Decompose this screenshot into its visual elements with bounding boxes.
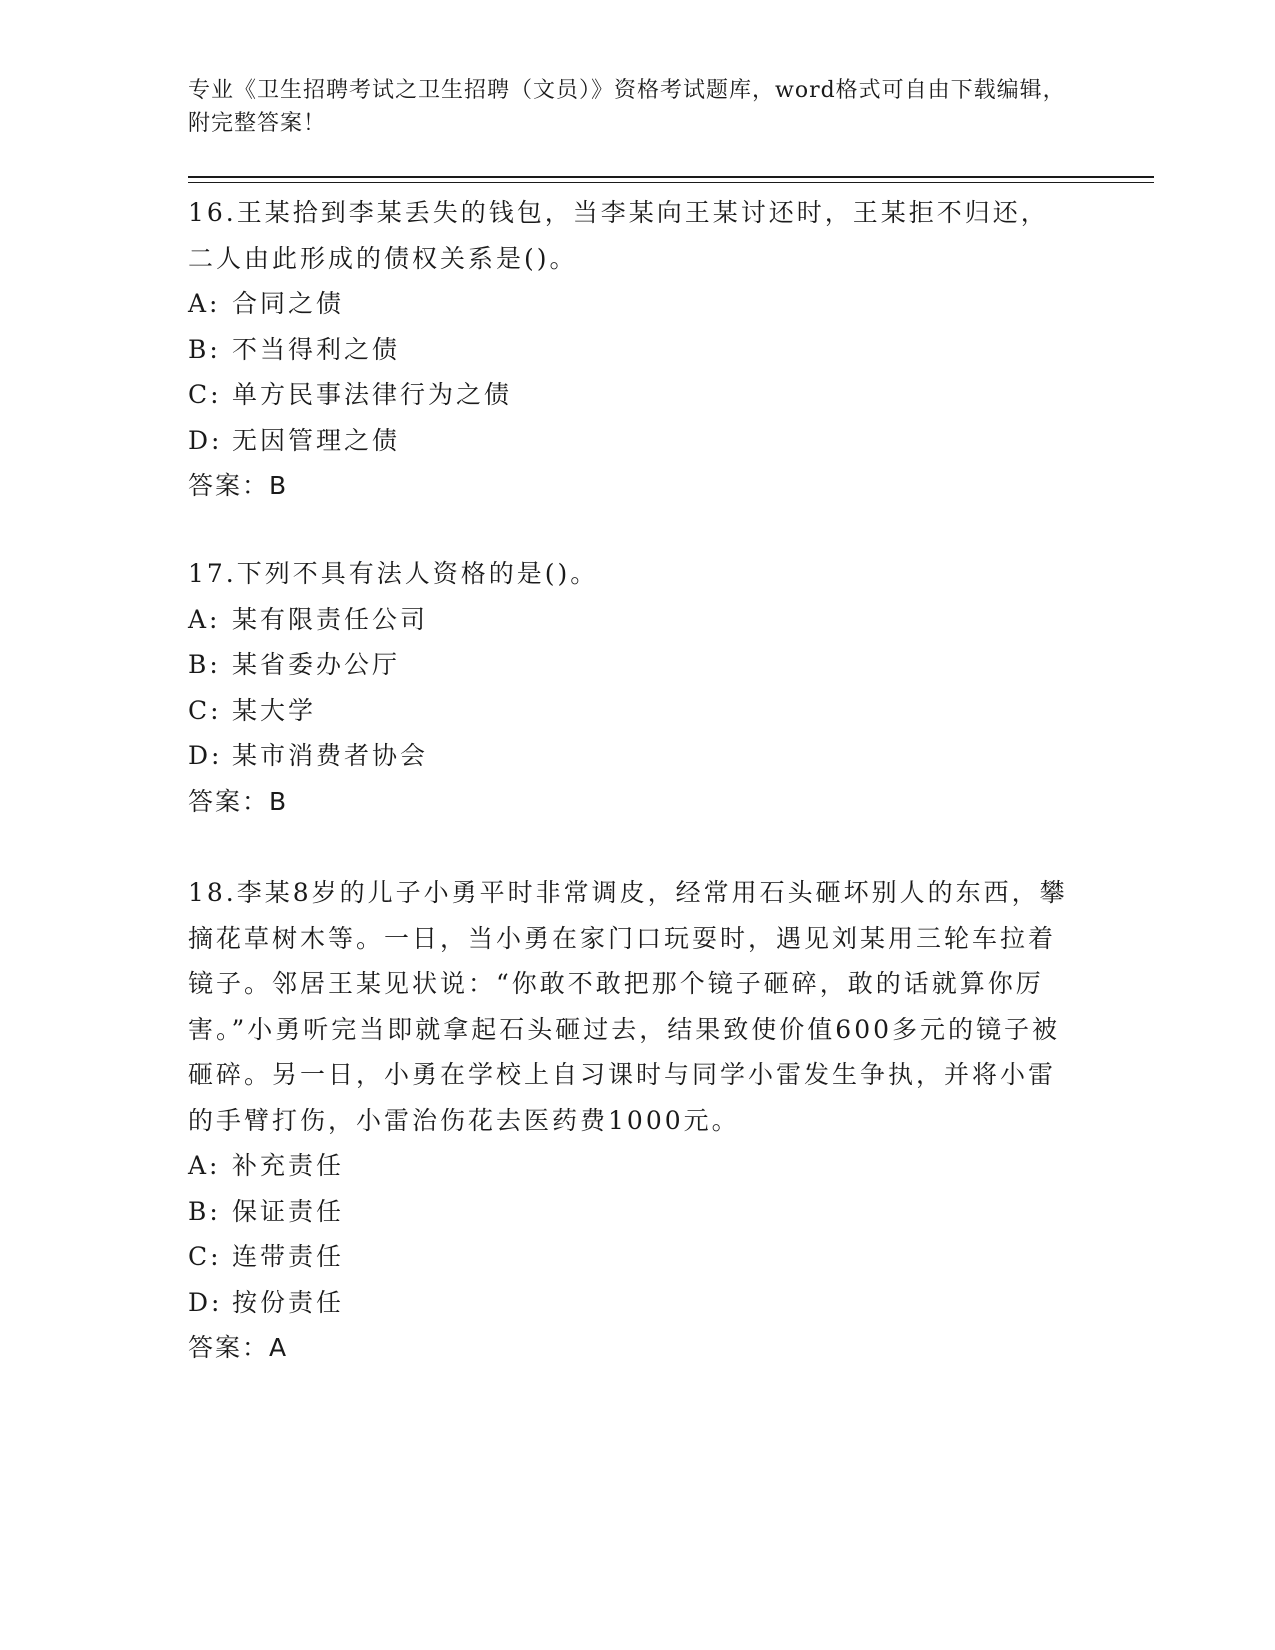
option-d	[188, 1280, 1068, 1326]
option-a	[188, 597, 1068, 643]
option-c	[188, 372, 1068, 418]
question-text: 18.李某8岁的儿子小勇平时非常调皮，经常用石头砸坏别人的东西，攀摘花草树木等。一日，当小勇在家门口玩耍时，遇见刘某用三轮车拉着镜子。邻居王某见状说：“你敢不敢把那个镜子砸碎，敢的话就算你厉害。”小勇听完当即就拿起石头砸过去，结果致使价值600多元的镜子被砸碎。另一日，小勇在学校上自习课时与同学小雷发生争执，并将小雷的手臂打伤，小雷治伤花去医药费1000元。	[188, 878, 1068, 1135]
option-letter: C:	[188, 695, 222, 725]
option-text: 某有限责任公司	[232, 604, 429, 634]
option-text: 单方民事法律行为之债	[232, 380, 513, 409]
option-letter: B:	[188, 1196, 221, 1226]
question-16	[188, 190, 1068, 509]
header-divider-thick	[188, 176, 1154, 178]
option-letter: A:	[188, 604, 221, 634]
option-text: 合同之债	[232, 289, 345, 318]
option-d	[188, 418, 1068, 464]
option-text: 补充责任	[232, 1151, 345, 1180]
option-b	[188, 1189, 1068, 1235]
option-c	[188, 1234, 1068, 1280]
option-text: 某省委办公厅	[232, 650, 401, 679]
question-text: 16.王某拾到李某丢失的钱包，当李某向王某讨还时，王某拒不归还，二人由此形成的债权关系是()。	[188, 198, 1049, 273]
answer-line: 答案：A	[188, 1333, 289, 1362]
option-letter: C:	[188, 380, 222, 409]
header-divider-thin	[188, 182, 1154, 183]
option-text: 无因管理之债	[232, 425, 401, 455]
option-letter: C:	[188, 1242, 222, 1271]
answer-line: 答案：B	[188, 471, 289, 500]
option-letter: A:	[188, 1151, 221, 1180]
option-letter: D:	[188, 425, 223, 455]
option-b	[188, 327, 1068, 373]
option-letter: D:	[188, 1287, 223, 1317]
question-18	[188, 870, 1068, 1371]
question-17	[188, 551, 1068, 824]
option-b	[188, 642, 1068, 688]
option-letter: A:	[188, 289, 221, 318]
option-text: 保证责任	[232, 1196, 345, 1226]
option-c	[188, 688, 1068, 734]
answer-line: 答案：B	[188, 786, 289, 816]
option-text: 按份责任	[232, 1287, 345, 1317]
option-letter: B:	[188, 334, 221, 364]
option-text: 连带责任	[232, 1242, 345, 1271]
option-d	[188, 733, 1068, 779]
option-text: 某市消费者协会	[232, 741, 429, 770]
option-a	[188, 281, 1068, 327]
option-text: 某大学	[232, 695, 317, 725]
option-letter: B:	[188, 650, 221, 679]
question-text: 17.下列不具有法人资格的是()。	[188, 559, 599, 588]
option-text: 不当得利之债	[232, 334, 401, 364]
option-a	[188, 1143, 1068, 1189]
document-header: 专业《卫生招聘考试之卫生招聘（文员）》资格考试题库，word格式可自由下载编辑，附完整答案！	[188, 78, 1066, 136]
option-letter: D:	[188, 741, 223, 770]
